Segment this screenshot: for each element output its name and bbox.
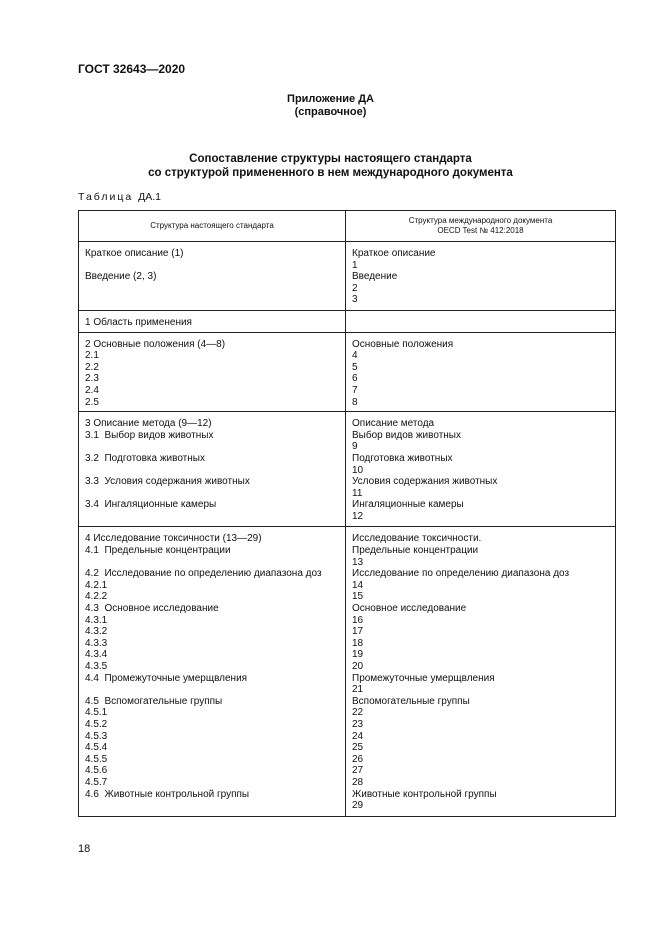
- cell-line: [85, 511, 339, 523]
- cell-line: 27: [352, 765, 364, 777]
- cell-line: 24: [352, 730, 364, 742]
- cell-line: 2.3: [85, 373, 99, 385]
- cell-line: 4.3.3: [85, 637, 108, 649]
- table-row: [79, 310, 616, 332]
- cell-line: 1: [352, 259, 358, 271]
- appendix-subtitle: (справочное): [294, 106, 367, 118]
- cell-line: 3.4 Ингаляционные камеры: [85, 499, 217, 511]
- cell-line: Описание метода: [352, 418, 435, 430]
- cell-line: Подготовка животных: [352, 452, 453, 464]
- cell-line: [85, 488, 339, 500]
- cell-line: 13: [352, 556, 364, 568]
- cell-line: [85, 800, 339, 812]
- cell-line: 20: [352, 661, 364, 672]
- cell-line: 14: [352, 579, 364, 591]
- cell-this-standard: [79, 527, 346, 816]
- cell-line: 1 Область применения: [85, 316, 192, 328]
- cell-line: 4.5.3: [85, 730, 108, 742]
- cell-line: [352, 317, 609, 329]
- cell-line: 11: [352, 487, 363, 499]
- cell-line: Основные положения: [352, 338, 454, 350]
- cell-line: Краткое описание: [352, 248, 436, 259]
- cell-line: 4.5.5: [85, 753, 108, 765]
- table-row: [79, 242, 616, 311]
- cell-this-standard: [79, 412, 346, 527]
- cell-line: 25: [352, 742, 364, 754]
- cell-line: 4.5.2: [85, 718, 108, 730]
- cell-line: 4.5.7: [85, 776, 108, 788]
- cell-line: 4.5 Вспомогательные группы: [85, 695, 223, 707]
- cell-line: Животные контрольной группы: [352, 788, 497, 800]
- cell-international-document: [346, 310, 616, 332]
- cell-line: 9: [352, 441, 358, 453]
- cell-line: 2.5: [85, 396, 99, 408]
- cell-line: Введение (2, 3): [85, 271, 157, 283]
- table-body: [79, 242, 616, 817]
- header-col1-label: Структура настоящего стандарта: [150, 221, 274, 230]
- cell-line: 4.2.2: [85, 591, 108, 603]
- cell-line: 3.2 Подготовка животных: [85, 452, 205, 464]
- table-caption-number: ДА.1: [138, 191, 161, 203]
- cell-line: [85, 283, 339, 295]
- cell-line: 23: [352, 718, 364, 730]
- cell-this-standard: [79, 332, 346, 412]
- cell-line: 4: [352, 350, 358, 362]
- comparison-table: [78, 210, 616, 817]
- cell-line: 15: [352, 591, 364, 603]
- cell-line: 6: [352, 373, 358, 385]
- cell-line: 26: [352, 753, 364, 765]
- cell-international-document: [346, 412, 616, 527]
- cell-line: 3 Описание метода (9—12): [85, 418, 212, 430]
- cell-international-document: [346, 242, 616, 311]
- cell-line: 17: [352, 626, 364, 638]
- header-international-document: [346, 211, 616, 242]
- cell-line: 12: [352, 510, 364, 522]
- cell-line: 4.6 Животные контрольной группы: [85, 788, 250, 800]
- cell-line: [85, 465, 339, 477]
- cell-line: Исследование по определению диапазона доз: [352, 568, 570, 580]
- cell-line: [85, 260, 339, 272]
- cell-this-standard: [79, 242, 346, 311]
- cell-line: 10: [352, 464, 364, 476]
- cell-line: 28: [352, 776, 364, 788]
- cell-line: Выбор видов животных: [352, 429, 461, 441]
- cell-line: 2: [352, 282, 358, 294]
- cell-line: Ингаляционные камеры: [352, 499, 464, 511]
- cell-line: 3: [352, 294, 358, 306]
- header-this-standard: [79, 211, 346, 242]
- cell-line: [85, 294, 339, 306]
- cell-line: 4.5.4: [85, 742, 108, 754]
- cell-line: 4 Исследование токсичности (13—29): [85, 533, 262, 545]
- cell-line: 4.2.1: [85, 579, 108, 591]
- cell-line: Исследование токсичности.: [352, 533, 482, 545]
- cell-line: [85, 557, 339, 569]
- cell-line: 4.2 Исследование по определению диапазона доз: [85, 568, 322, 580]
- cell-line: 22: [352, 707, 364, 719]
- cell-this-standard: [79, 310, 346, 332]
- cell-line: 2 Основные положения (4—8): [85, 338, 226, 350]
- cell-line: 4.3 Основное исследование: [85, 603, 219, 615]
- cell-line: Введение: [352, 271, 398, 283]
- cell-line: 2.2: [85, 361, 99, 373]
- cell-line: 4.5.6: [85, 765, 108, 777]
- cell-line: 7: [352, 384, 358, 396]
- table-title-line2: со структурой примененного в нем международного документа: [148, 167, 513, 179]
- table-row: [79, 412, 616, 527]
- page-number: 18: [78, 843, 91, 855]
- cell-line: 4.3.2: [85, 626, 108, 638]
- cell-international-document: [346, 527, 616, 816]
- cell-line: Основное исследование: [352, 603, 467, 615]
- cell-line: 4.1 Предельные концентрации: [85, 545, 231, 557]
- table-header-row: [79, 211, 616, 242]
- table-caption-word: Таблица: [78, 191, 134, 203]
- cell-line: 4.3.1: [85, 614, 108, 626]
- header-col2-line1: Структура международного документа: [408, 216, 553, 225]
- cell-line: 16: [352, 614, 364, 626]
- cell-line: 5: [352, 361, 358, 373]
- table-caption: [78, 191, 161, 203]
- cell-line: Вспомогательные группы: [352, 695, 470, 707]
- table-row: [79, 527, 616, 816]
- cell-line: 18: [352, 637, 364, 649]
- cell-line: 21: [352, 684, 364, 696]
- header-col2-line2: OECD Test № 412:2018: [437, 226, 524, 235]
- cell-line: 4.3.5: [85, 661, 108, 672]
- cell-line: 3.1 Выбор видов животных: [85, 429, 214, 441]
- cell-line: 2.4: [85, 384, 99, 396]
- cell-line: Предельные концентрации: [352, 545, 479, 557]
- cell-line: Условия содержания животных: [352, 476, 498, 488]
- cell-line: 4.5.1: [85, 707, 108, 719]
- cell-line: 29: [352, 800, 364, 812]
- standard-designation: ГОСТ 32643—2020: [78, 62, 186, 76]
- table-row: [79, 332, 616, 412]
- table-title-line1: Сопоставление структуры настоящего стандарта: [189, 153, 472, 165]
- cell-line: 4.3.4: [85, 649, 108, 661]
- cell-line: Промежуточные умерщвления: [352, 672, 495, 684]
- cell-line: [85, 684, 339, 696]
- cell-line: 2.1: [85, 350, 99, 362]
- cell-line: 4.4 Промежуточные умерщвления: [85, 672, 248, 684]
- cell-line: 3.3 Условия содержания животных: [85, 476, 250, 488]
- appendix-title: Приложение ДА: [287, 93, 374, 105]
- cell-line: 8: [352, 396, 358, 408]
- cell-international-document: [346, 332, 616, 412]
- cell-line: [85, 441, 339, 453]
- cell-line: Краткое описание (1): [85, 248, 184, 259]
- cell-line: 19: [352, 649, 364, 661]
